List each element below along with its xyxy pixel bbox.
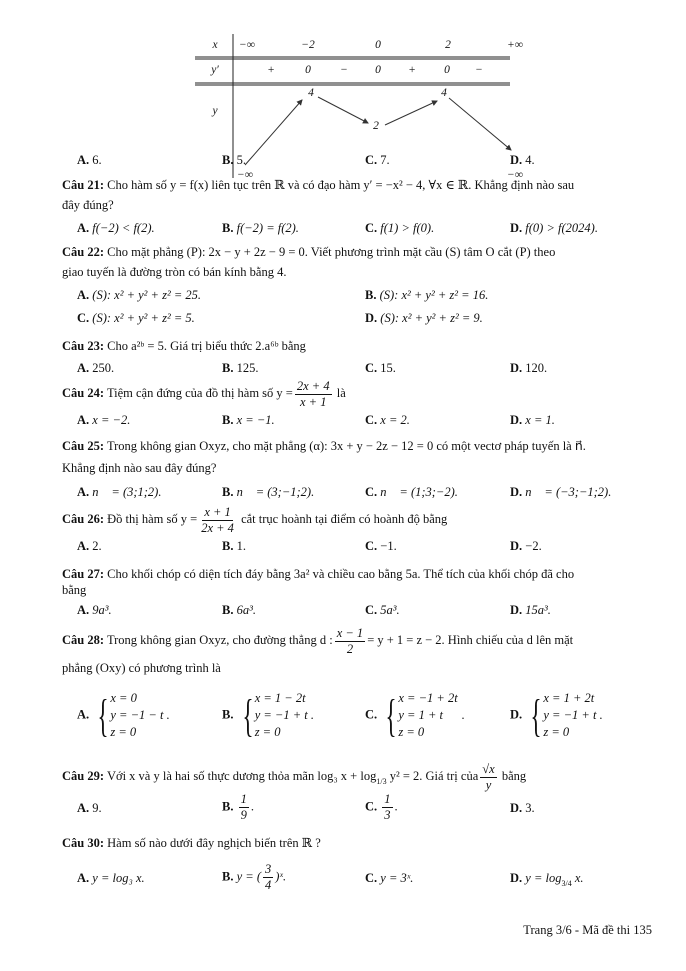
option-c: C. x = 2. [365, 413, 410, 427]
option-b: B. { x = 1 − 2t y = −1 + t . z = 0 [222, 689, 315, 741]
yprime-sign: − [340, 64, 348, 76]
option-a: A. { x = 0 y = −1 − t . z = 0 [77, 689, 170, 741]
question-text: y² = 2. Giá trị của [389, 769, 479, 783]
option-a: A. n⃗ = (3;1;2). [77, 485, 162, 499]
option-d: D. 3. [510, 801, 535, 815]
fraction: $\frac{√x}{y}$ [482, 761, 495, 792]
x-label: x [212, 39, 218, 51]
question-label: Câu 29: [62, 769, 105, 783]
question-text: Cho hàm số y = f(x) liên tục trên ℝ và có đạo hàm y′ = −x² − 4, ∀x ∈ ℝ. Khẳng định nào sau [107, 178, 575, 192]
fraction: $\frac{2x + 4}{x + 1}$ [296, 378, 330, 409]
yprime-label: y′ [211, 64, 219, 76]
option-c: C. n⃗ = (1;3;−2). [365, 485, 458, 499]
option-b: B. 6a³. [222, 603, 256, 617]
fraction: $\frac{x + 1}{2x + 4}$ [201, 504, 234, 535]
option-d: D. 15a³. [510, 603, 551, 617]
arrow-down-1 [318, 97, 368, 123]
option-a: A. 6. [77, 153, 102, 167]
option-c: C. f(1) > f(0). [365, 221, 435, 235]
question-text: Trong không gian Oxyz, cho đường thẳng d : [106, 633, 333, 647]
option-d: D. n⃗ = (−3;−1;2). [510, 485, 612, 499]
variation-table-lines [0, 0, 686, 200]
option-b: B. f(−2) = f(2). [222, 221, 299, 235]
option-d: D. 120. [510, 361, 548, 375]
option-c: C. $\frac{1}{3}$ . [365, 792, 398, 822]
question-text: Với x và y là hai số thực dương thỏa mãn log₃ x + log [106, 769, 377, 783]
question-label: Câu 30: [62, 836, 105, 850]
option-a: A. 9. [77, 801, 102, 815]
option-b: B. (S): x² + y² + z² = 16. [365, 288, 489, 302]
question-label: Câu 24: [62, 386, 105, 400]
option-c: C. 5a³. [365, 603, 400, 617]
question-label: Câu 27: [62, 567, 105, 581]
question-text: Cho a²ᵇ = 5. Giá trị biểu thức 2.a⁶ᵇ bằng [107, 339, 306, 353]
option-a: A. (S): x² + y² + z² = 25. [77, 288, 202, 302]
yprime-sign: + [408, 64, 416, 76]
question-text: cắt trục hoành tại điểm có hoành độ bằng [241, 512, 448, 526]
option-b: B. y = ( $\frac{3}{4}$ )ˣ. [222, 862, 287, 892]
y-value: 4 [308, 87, 314, 99]
question-label: Câu 21: [62, 178, 105, 192]
yprime-sign: − [475, 64, 483, 76]
option-a: A. 9a³. [77, 603, 112, 617]
question-text: Đồ thị hàm số y = [107, 512, 198, 526]
question-label: Câu 23: [62, 339, 105, 353]
question-text: bằng [501, 769, 527, 783]
question-label: Câu 22: [62, 245, 105, 259]
option-a: A. 250. [77, 361, 115, 375]
option-b: B. 1. [222, 539, 246, 553]
question-text: = y + 1 = z − 2. Hình chiếu của d lên mặt [367, 633, 574, 647]
x-value: +∞ [507, 39, 523, 51]
option-c: C. −1. [365, 539, 397, 553]
question-text: đây đúng? [62, 198, 114, 212]
option-b: B. 5. [222, 153, 246, 167]
option-b: B. 125. [222, 361, 259, 375]
option-d: D. f(0) > f(2024). [510, 221, 598, 235]
option-b: B. x = −1. [222, 413, 275, 427]
option-b: B. $\frac{1}{9}$ . [222, 792, 254, 822]
yprime-sign: + [267, 64, 275, 76]
option-c: C. { x = −1 + 2t y = 1 + t . z = 0 [365, 689, 465, 741]
question-text: Cho khối chóp có diện tích đáy bằng 3a² và chiều cao bằng 5a. Thể tích của khối chóp đã cho [107, 567, 575, 581]
yprime-sign: 0 [375, 64, 381, 76]
option-c: C. 15. [365, 361, 396, 375]
log-base: 1/3 [376, 777, 387, 786]
page-footer: Trang 3/6 - Mã đề thi 135 [523, 923, 652, 937]
question-text: Tiệm cận đứng của đồ thị hàm số y = [106, 386, 293, 400]
y-value: −∞ [507, 169, 523, 181]
yprime-sign: 0 [444, 64, 450, 76]
question-text: là [336, 386, 346, 400]
option-a: A. x = −2. [77, 413, 131, 427]
question-label: Câu 25: [62, 439, 105, 453]
option-c: C. y = 3ˣ. [365, 871, 414, 885]
option-c: C. (S): x² + y² + z² = 5. [77, 311, 195, 325]
question-text: bằng [62, 583, 87, 597]
arrow-up-2 [385, 101, 437, 125]
option-d: D. (S): x² + y² + z² = 9. [365, 311, 483, 325]
arrow-down-2 [449, 98, 511, 150]
option-d: D. x = 1. [510, 413, 555, 427]
option-d: D. −2. [510, 539, 542, 553]
x-value: −2 [301, 39, 315, 51]
question-label: Câu 28: [62, 633, 105, 647]
option-a: A. f(−2) < f(2). [77, 221, 155, 235]
arrow-up-1 [245, 100, 302, 165]
y-value: −∞ [237, 169, 253, 181]
option-d: D. 4. [510, 153, 535, 167]
fraction: $\frac{x - 1}{2}$ [336, 625, 364, 656]
question-text: Trong không gian Oxyz, cho mặt phẳng (α): 3x + y − 2z − 12 = 0 có một vectơ pháp tuyến là n⃗. [106, 439, 586, 453]
question-text: phẳng (Oxy) có phương trình là [62, 661, 221, 675]
y-value: 4 [441, 87, 447, 99]
option-a: A. y = log₃ x. [77, 871, 145, 885]
option-a: A. 2. [77, 539, 102, 553]
question-text: giao tuyến là đường tròn có bán kính bằng 4. [62, 265, 287, 279]
question-text: Cho mặt phẳng (P): 2x − y + 2z − 9 = 0. Viết phương trình mặt cầu (S) tâm O cắt (P) theo [107, 245, 556, 259]
x-value: 2 [445, 39, 451, 51]
x-value: −∞ [239, 39, 255, 51]
x-value: 0 [375, 39, 381, 51]
option-d: D. $y = \log_{3/4} x$. [510, 871, 584, 888]
y-label: y [212, 105, 218, 117]
y-value: 2 [373, 120, 379, 132]
option-c: C. 7. [365, 153, 390, 167]
question-text: Hàm số nào dưới đây nghịch biến trên ℝ ? [107, 836, 321, 850]
yprime-sign: 0 [305, 64, 311, 76]
option-d: D. { x = 1 + 2t y = −1 + t . z = 0 [510, 689, 603, 741]
option-b: B. n⃗ = (3;−1;2). [222, 485, 315, 499]
question-text: Khẳng định nào sau đây đúng? [62, 461, 217, 475]
question-label: Câu 26: [62, 512, 105, 526]
